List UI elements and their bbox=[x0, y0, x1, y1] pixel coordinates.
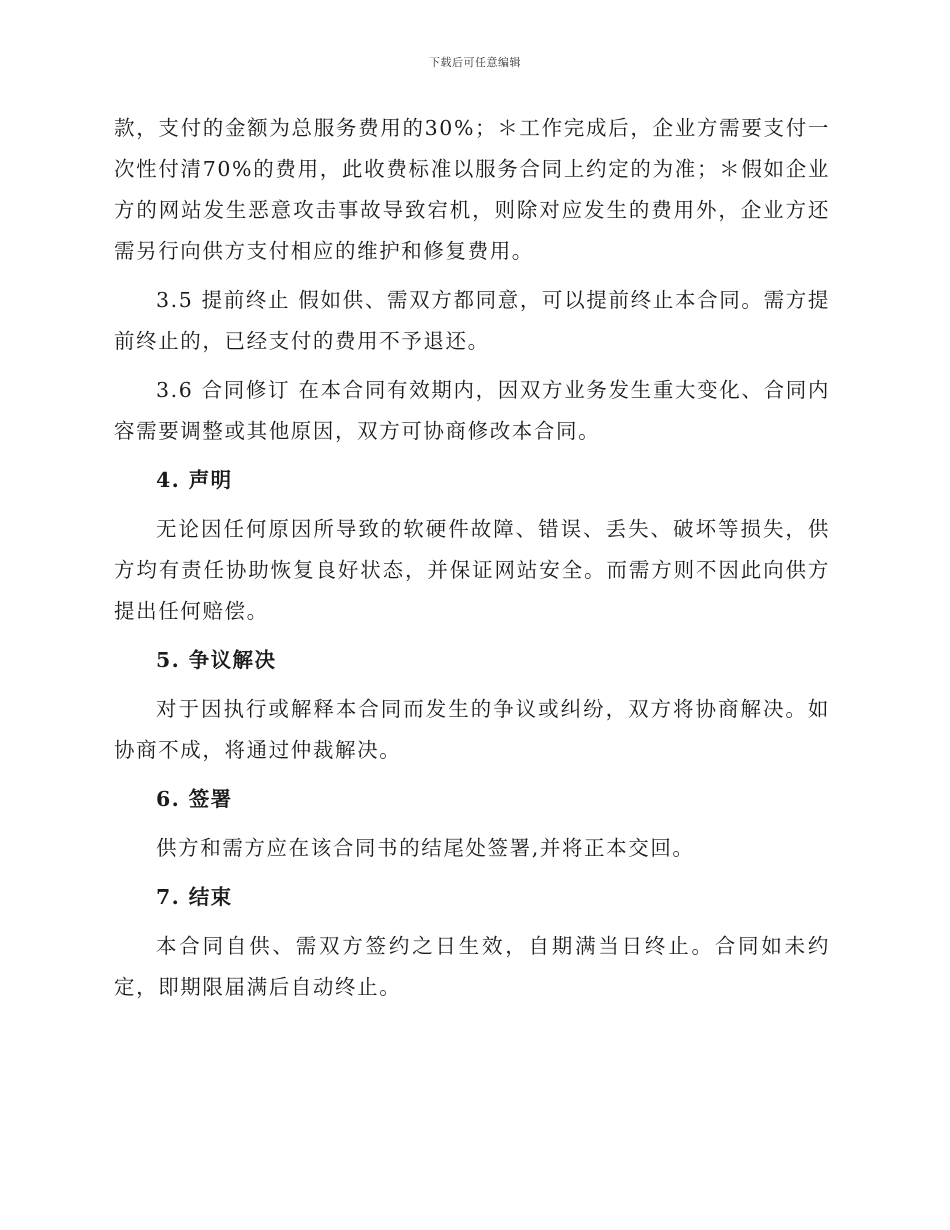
document-body bbox=[114, 108, 830, 1016]
paragraph-ending: 本合同自供、需双方签约之日生效，自期满当日终止。合同如未约定，即期限届满后自动终止。 bbox=[114, 934, 830, 999]
paragraph-dispute-resolution: 对于因执行或解释本合同而发生的争议或纠纷，双方将协商解决。如协商不成，将通过仲裁解决。 bbox=[114, 697, 830, 762]
section-heading-signing: 6. 签署 bbox=[156, 787, 233, 811]
paragraph-early-termination: 3.5 提前终止 假如供、需双方都同意，可以提前终止本合同。需方提前终止的，已经支付的费用不予退还。 bbox=[114, 288, 830, 353]
section-heading-dispute-resolution: 5. 争议解决 bbox=[156, 648, 277, 672]
paragraph-payment-terms: 款，支付的金额为总服务费用的30%；＊工作完成后，企业方需要支付一次性付清70%的费用，此收费标准以服务合同上约定的为准；＊假如企业方的网站发生恶意攻击事故导致宕机，则除对应发生的费用外，企业方还需另行向供方支付相应的维护和修复费用。 bbox=[114, 116, 830, 263]
paragraph-contract-revision: 3.6 合同修订 在本合同有效期内，因双方业务发生重大变化、合同内容需要调整或其他原因，双方可协商修改本合同。 bbox=[114, 378, 830, 443]
paragraph-declaration: 无论因任何原因所导致的软硬件故障、错误、丢失、破坏等损失，供方均有责任协助恢复良好状态，并保证网站安全。而需方则不因此向供方提出任何赔偿。 bbox=[114, 517, 830, 623]
section-heading-declaration: 4. 声明 bbox=[156, 468, 233, 492]
page-header: 下载后可任意编辑 bbox=[429, 56, 521, 69]
paragraph-signing: 供方和需方应在该合同书的结尾处签署,并将正本交回。 bbox=[156, 836, 695, 860]
section-heading-ending: 7. 结束 bbox=[156, 885, 233, 909]
